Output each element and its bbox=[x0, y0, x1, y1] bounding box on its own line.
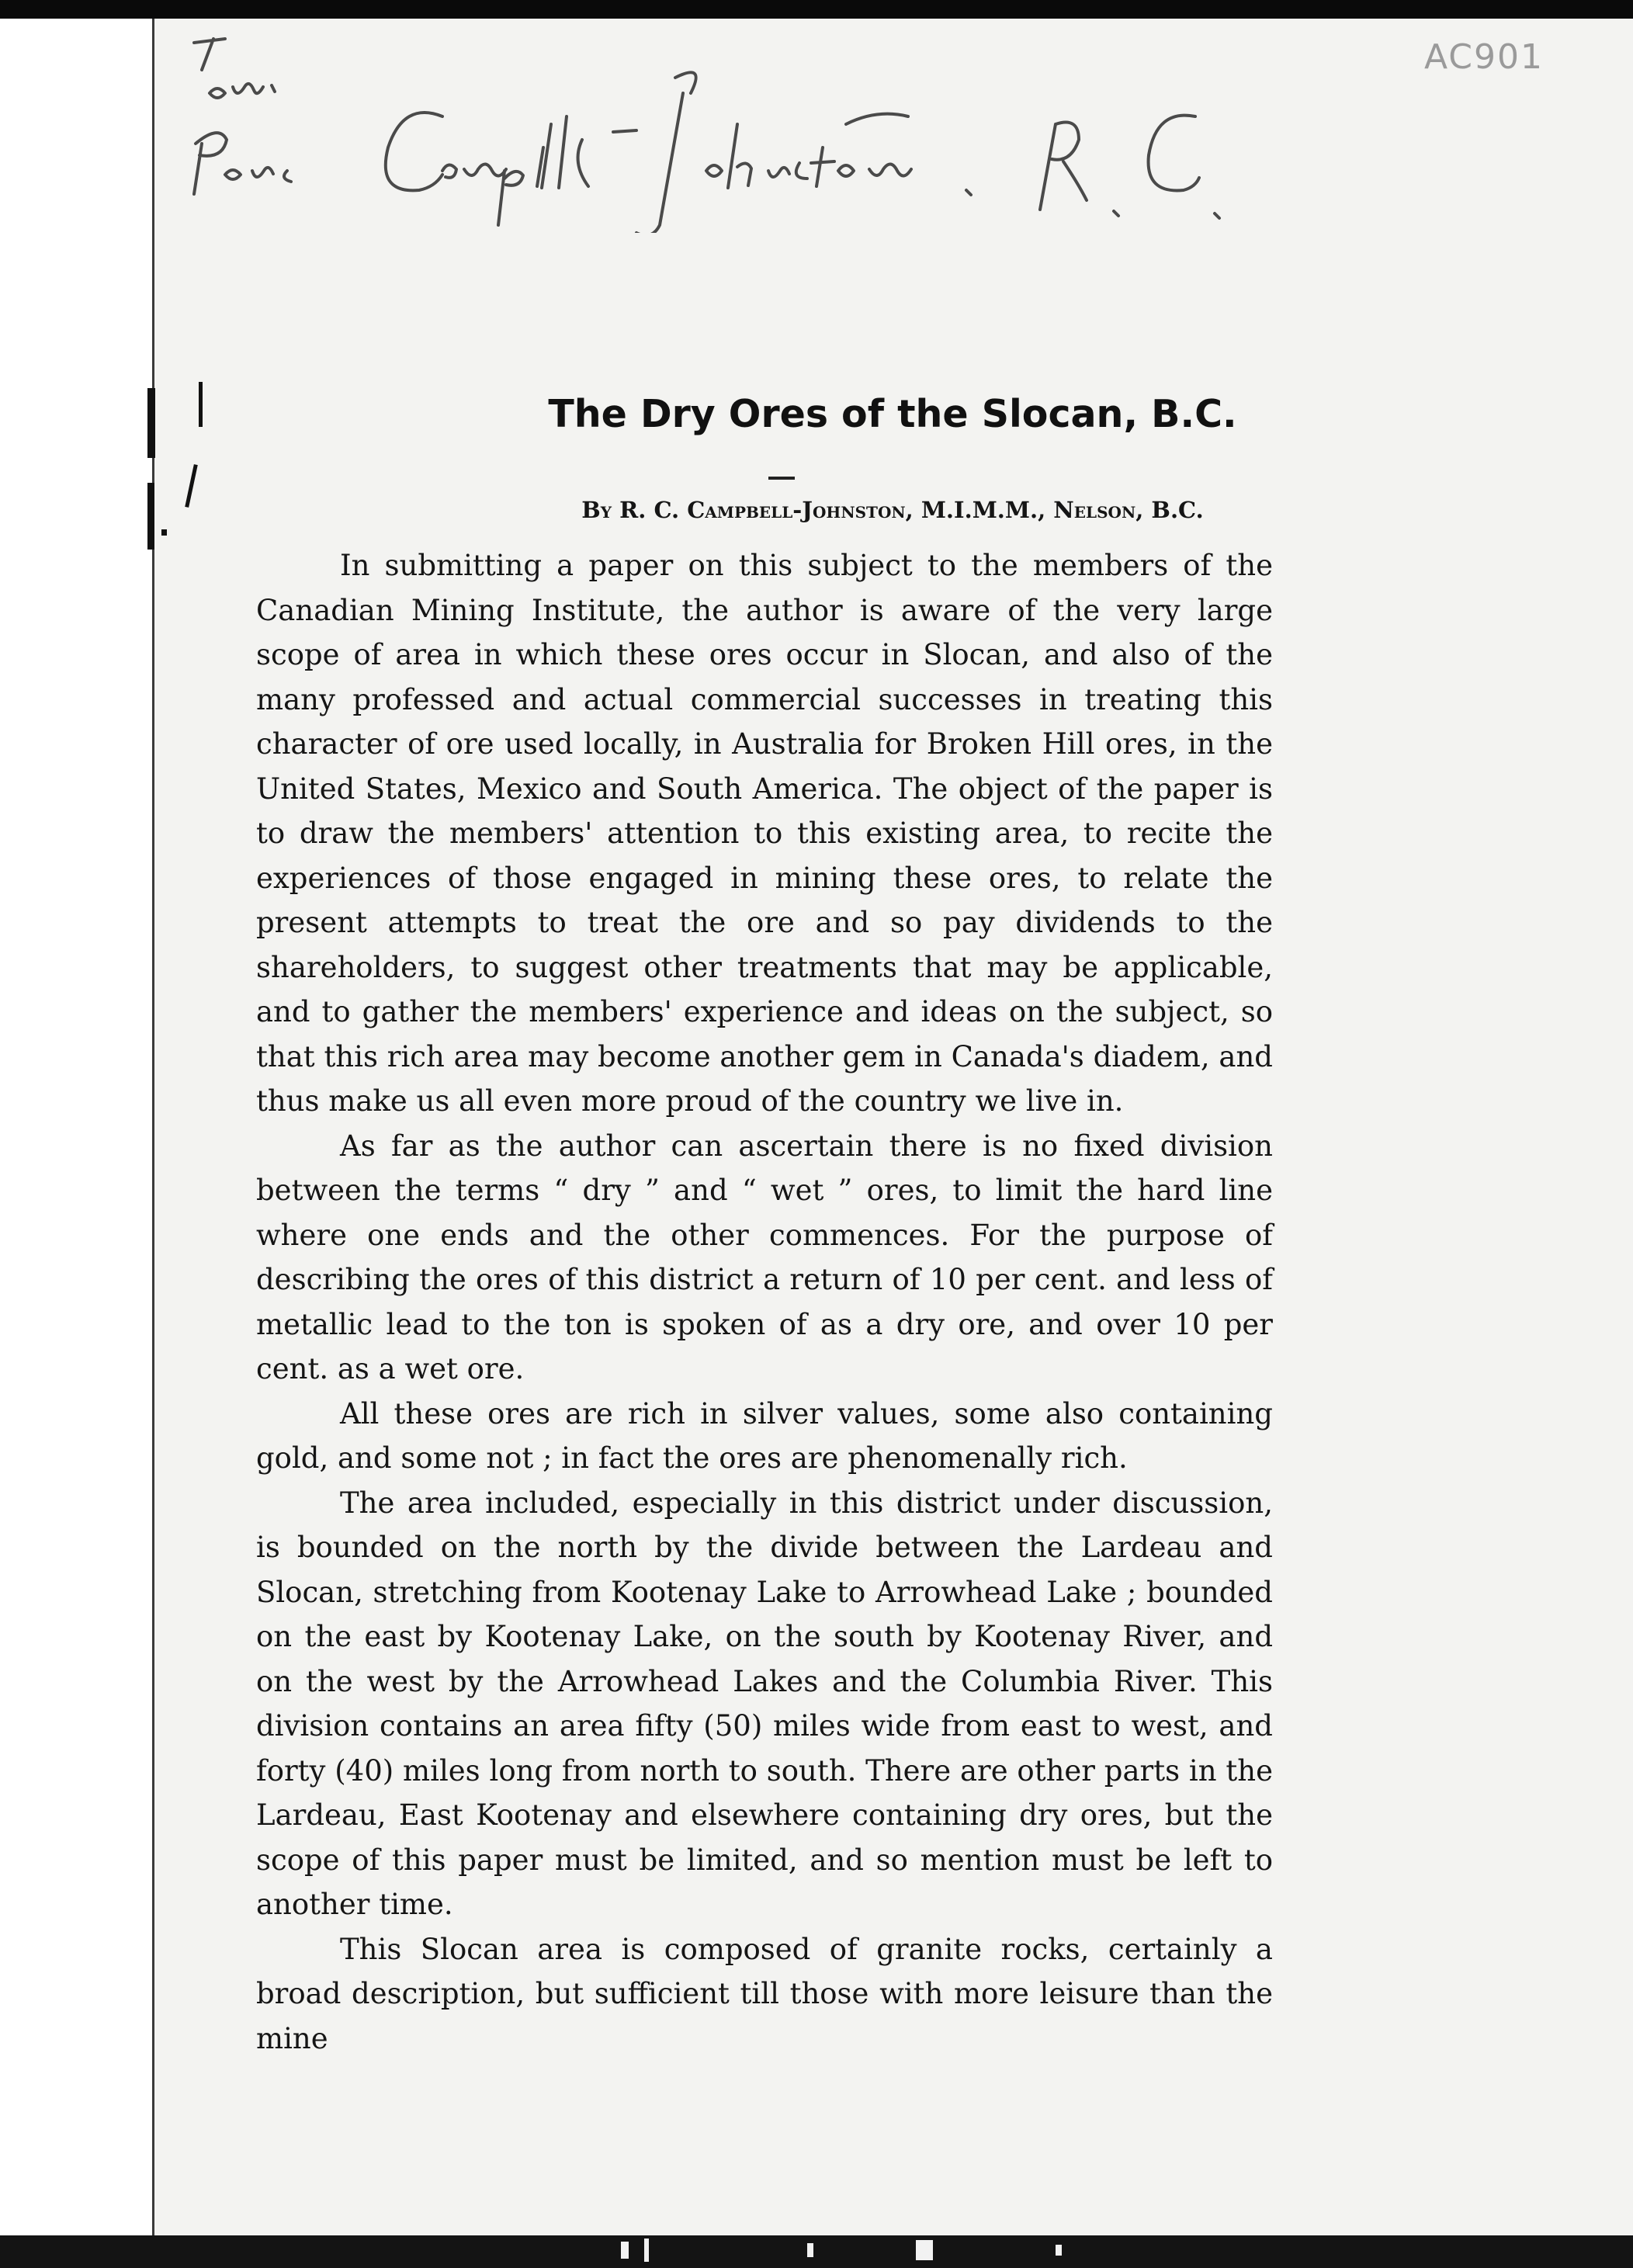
title-rule bbox=[768, 477, 795, 480]
catalog-mark: AC901 bbox=[1423, 37, 1544, 77]
author-byline: By R. C. Campbell-Johnston, M.I.M.M., Nelson, B.C. bbox=[581, 497, 1204, 523]
scan-top-border bbox=[0, 0, 1633, 19]
handwritten-note-signature bbox=[179, 31, 1389, 233]
paragraph-5: This Slocan area is composed of granite rocks, certainly a broad description, but sufficient till those with more leisure than the mine bbox=[256, 1932, 1273, 2055]
paragraph-2: As far as the author can ascertain there is no fixed division between the terms “ dry ” and “ wet ” ores, to limit the hard line where one ends and the other commences. For the purpose of describing the ores of this district a return of 10 per cent. and less of metallic lead to the ton is spoken of as a dry ore, and over 10 per cent. as a wet ore. bbox=[256, 1129, 1273, 1385]
paragraph-1: In submitting a paper on this subject to the members of the Canadian Mining Institute, the author is aware of the very large scope of area in which these ores occur in Slocan, and also of the many professed and actual commercial successes in treating this character of ore used locally, in Australia for Broken Hill ores, in the United States, Mexico and South America. The object of the paper is to draw the members' attention to this existing area, to recite the experiences of those engaged in mining these ores, to relate the present attempts to treat the ore and so pay dividends to the shareholders, to suggest other treatments that may be applicable, and to gather the members' experience and ideas on the subject, so that this rich area may become another gem in Canada's diadem, and thus make us all even more proud of the country we live in. bbox=[256, 549, 1273, 1118]
paragraph-4: The area included, especially in this district under discussion, is bounded on the north by the divide between the Lardeau and Slocan, stretching from Kootenay Lake to Arrowhead Lake ; bounded on the east by Kootenay Lake, on the south by Kootenay River, and on the west by the Arrowhead Lakes and the Columbia River. This division contains an area fifty (50) miles wide from east to west, and forty (40) miles long from north to south. There are other parts in the Lardeau, East Kootenay and elsewhere containing dry ores, but the scope of this paper must be limited, and so mention must be left to another time. bbox=[256, 1486, 1273, 1921]
document-title: The Dry Ores of the Slocan, B.C. bbox=[548, 392, 1237, 436]
scan-bottom-border bbox=[0, 2235, 1633, 2268]
scan-margin bbox=[0, 19, 152, 2235]
body-text bbox=[256, 543, 1273, 2061]
paragraph-3: All these ores are rich in silver values, some also containing gold, and some not ; in fact the ores are phenomenally rich. bbox=[256, 1396, 1273, 1475]
page-edge bbox=[152, 19, 154, 2235]
binding-mark bbox=[161, 529, 167, 536]
